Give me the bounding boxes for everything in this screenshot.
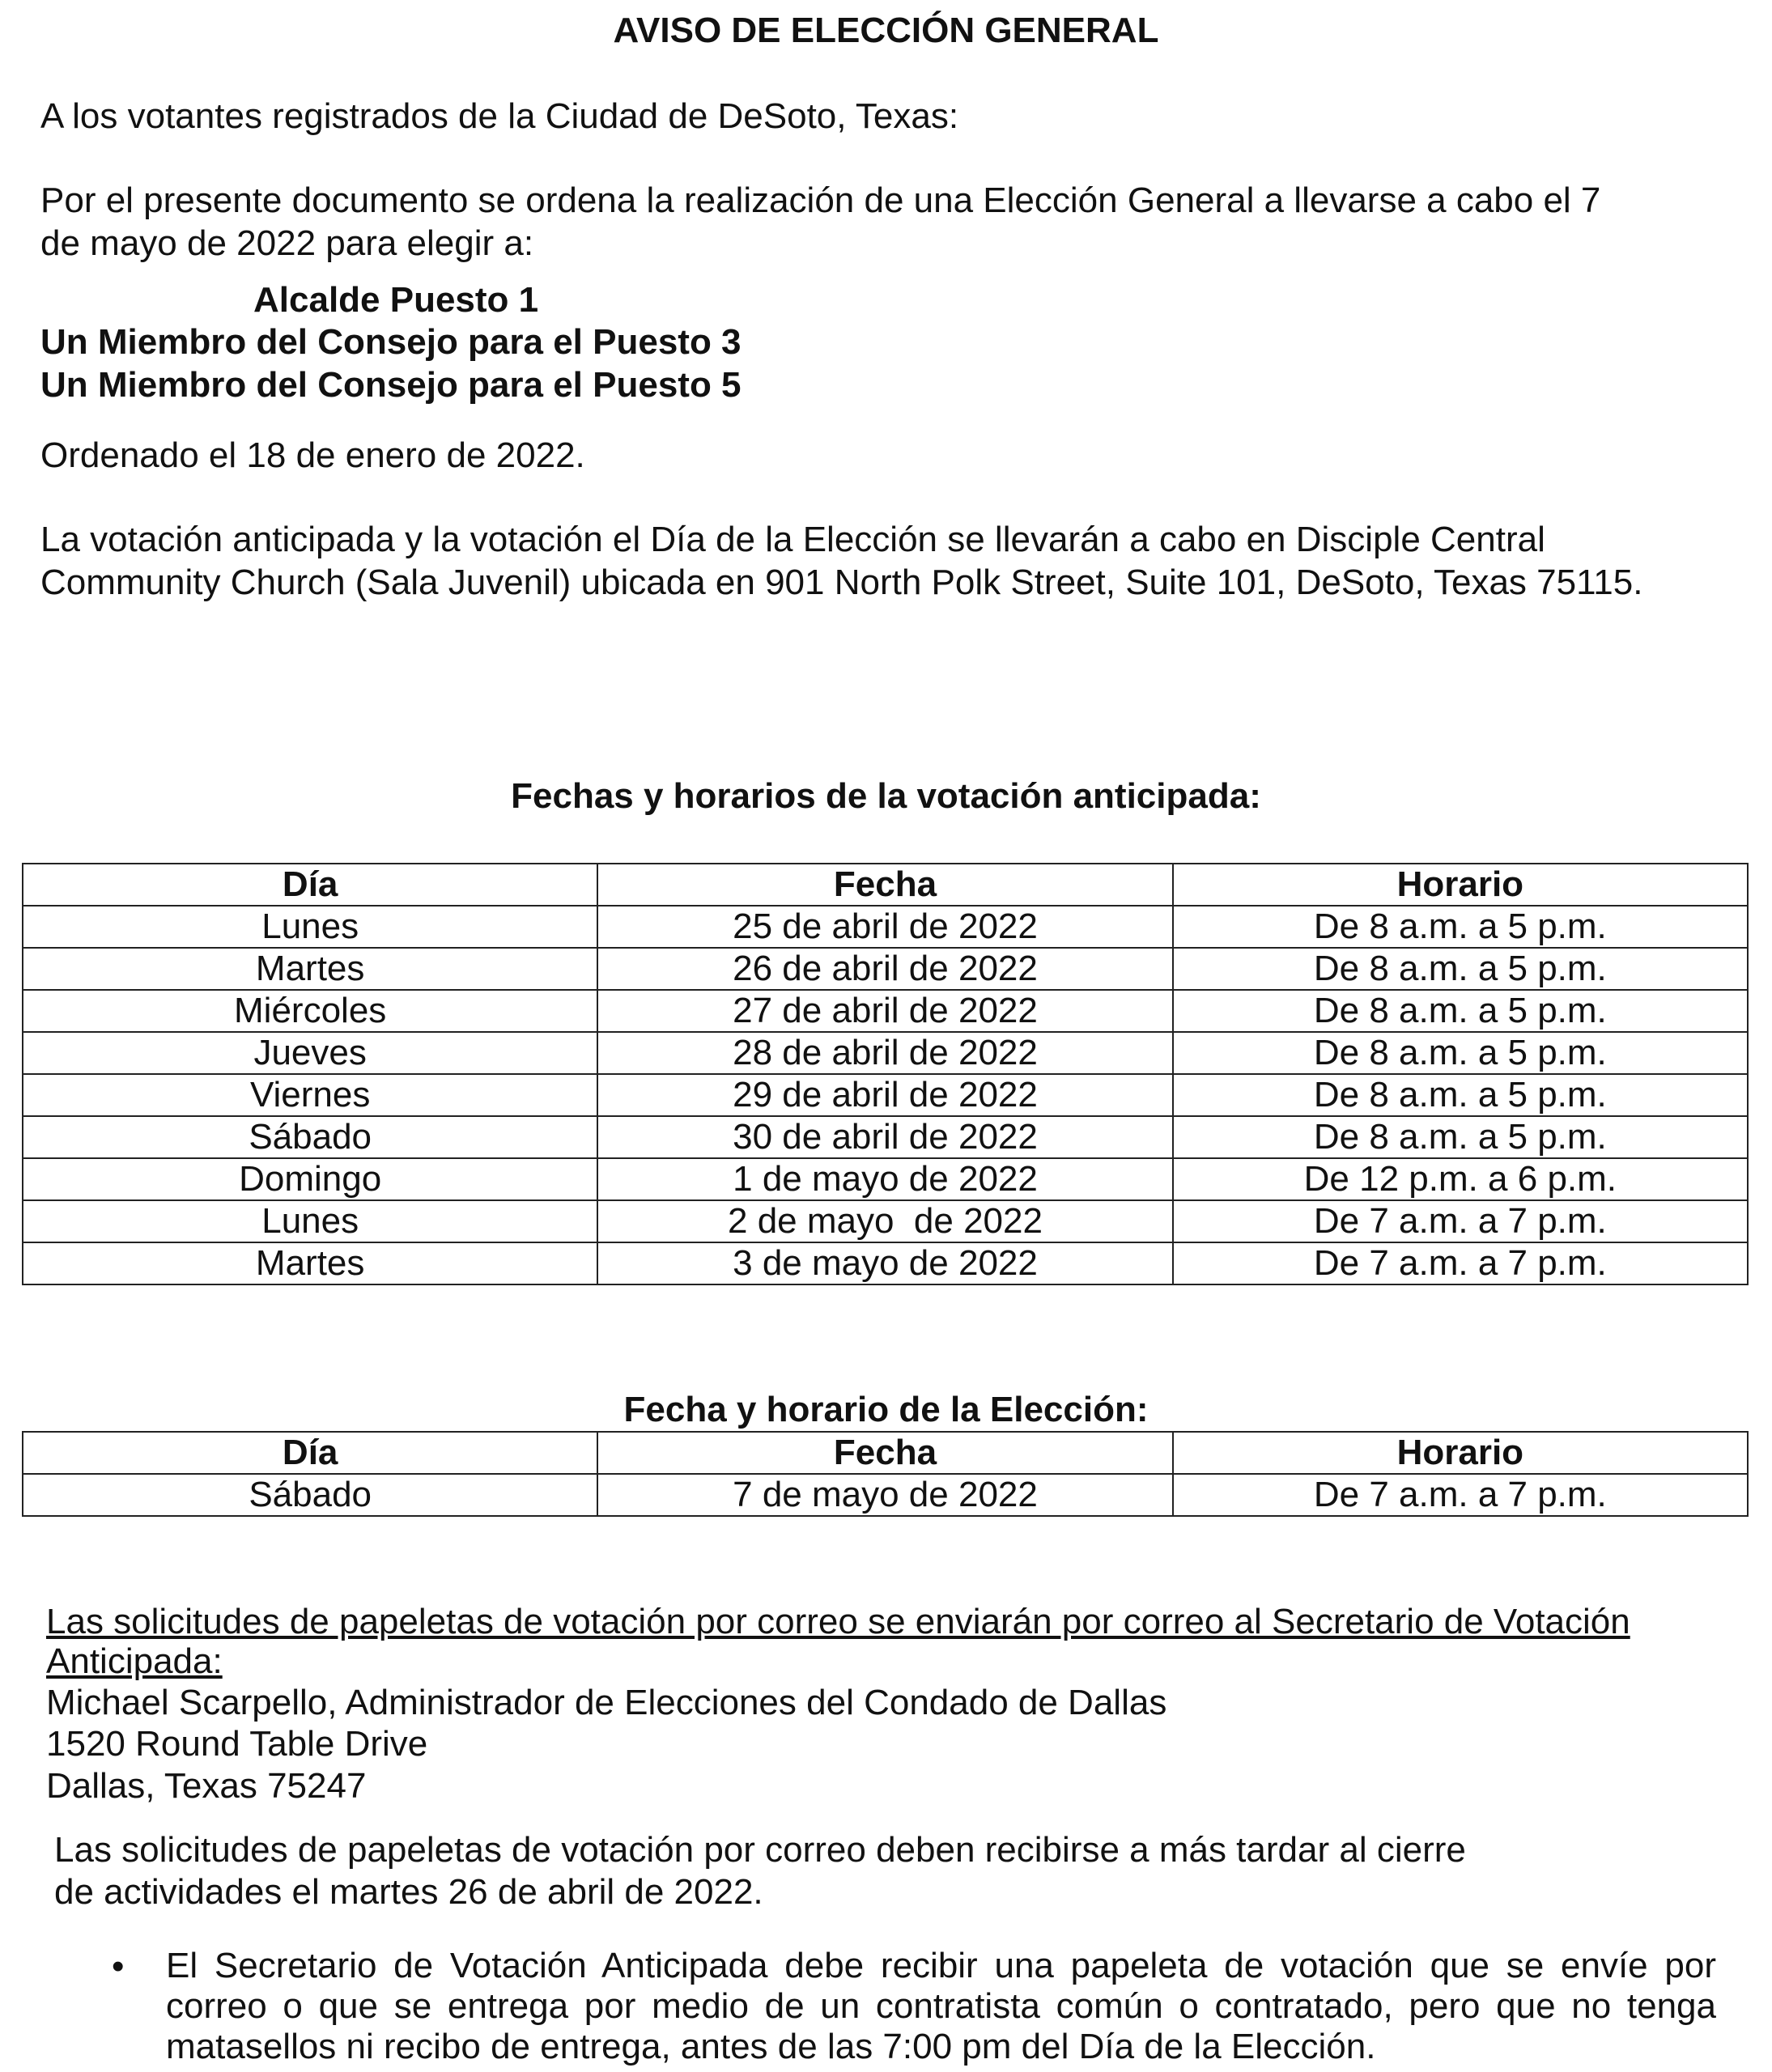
table-header-row [23,864,1748,906]
date-cell: 26 de abril de 2022 [597,948,1172,990]
date-cell: 1 de mayo de 2022 [597,1158,1172,1200]
hours-cell: De 7 a.m. a 7 p.m. [1173,1200,1748,1242]
table-row [23,906,1748,948]
day-cell: Sábado [23,1474,597,1516]
early-voting-heading: Fechas y horarios de la votación anticipada: [511,776,1261,816]
table-row [23,1116,1748,1158]
table-row [23,990,1748,1032]
mail-heading-line-2: Anticipada: [46,1641,223,1681]
column-header-hours: Horario [1173,864,1748,906]
notice-title: AVISO DE ELECCIÓN GENERAL [613,11,1159,50]
table-row [23,1074,1748,1116]
location-line-2: Community Church (Sala Juvenil) ubicada en 901 North Polk Street, Suite 101, DeSoto, Texas 75115. [40,563,1643,602]
salutation: A los votantes registrados de la Ciudad de DeSoto, Texas: [40,96,959,136]
bullet-icon: • [112,1947,125,1986]
order-text-line-1: Por el presente documento se ordena la realización de una Elección General a llevarse a cabo el 7 [40,180,1601,220]
date-cell: 28 de abril de 2022 [597,1032,1172,1074]
column-header-date: Fecha [597,1432,1172,1474]
mail-address-line-1: Michael Scarpello, Administrador de Elecciones del Condado de Dallas [46,1683,1167,1722]
column-header-day: Día [23,864,597,906]
hours-cell: De 8 a.m. a 5 p.m. [1173,1074,1748,1116]
order-text-line-2: de mayo de 2022 para elegir a: [40,223,534,263]
hours-cell: De 7 a.m. a 7 p.m. [1173,1242,1748,1284]
date-cell: 7 de mayo de 2022 [597,1474,1172,1516]
date-cell: 25 de abril de 2022 [597,906,1172,948]
hours-cell: De 12 p.m. a 6 p.m. [1173,1158,1748,1200]
mail-heading-line-1: Las solicitudes de papeletas de votación por correo se enviarán por correo al Secretario de Votación [46,1602,1630,1641]
hours-cell: De 8 a.m. a 5 p.m. [1173,1032,1748,1074]
bullet-text: El Secretario de Votación Anticipada debe recibir una papeleta de votación que se envíe por correo o que se entrega por medio de un contratista común o contratado, pero que no tenga matasellos ni recibo de entrega, antes de las 7:00 pm del Día de la Elección. [166,1946,1716,2066]
day-cell: Lunes [23,1200,597,1242]
date-cell: 3 de mayo de 2022 [597,1242,1172,1284]
table-row [23,1200,1748,1242]
table-row [23,948,1748,990]
hours-cell: De 8 a.m. a 5 p.m. [1173,906,1748,948]
hours-cell: De 7 a.m. a 7 p.m. [1173,1474,1748,1516]
column-header-day: Día [23,1432,597,1474]
day-cell: Martes [23,948,597,990]
table-row [23,1032,1748,1074]
position-council-5: Un Miembro del Consejo para el Puesto 5 [40,365,742,405]
table-header-row [23,1432,1748,1474]
table-row [23,1242,1748,1284]
ordered-date: Ordenado el 18 de enero de 2022. [40,435,585,475]
table-row [23,1474,1748,1516]
deadline-line-1: Las solicitudes de papeletas de votación por correo deben recibirse a más tardar al cierre [54,1830,1466,1870]
election-day-table [22,1431,1749,1517]
election-day-heading: Fecha y horario de la Elección: [623,1390,1149,1429]
hours-cell: De 8 a.m. a 5 p.m. [1173,990,1748,1032]
deadline-line-2: de actividades el martes 26 de abril de 2022. [54,1872,763,1912]
mail-address-line-2: 1520 Round Table Drive [46,1724,428,1764]
day-cell: Jueves [23,1032,597,1074]
table-row [23,1158,1748,1200]
hours-cell: De 8 a.m. a 5 p.m. [1173,1116,1748,1158]
date-cell: 2 de mayo de 2022 [597,1200,1172,1242]
day-cell: Miércoles [23,990,597,1032]
day-cell: Domingo [23,1158,597,1200]
early-voting-table [22,863,1749,1285]
day-cell: Martes [23,1242,597,1284]
date-cell: 30 de abril de 2022 [597,1116,1172,1158]
mail-address-line-3: Dallas, Texas 75247 [46,1766,367,1806]
location-line-1: La votación anticipada y la votación el Día de la Elección se llevarán a cabo en Disciple Central [40,520,1545,559]
day-cell: Sábado [23,1116,597,1158]
position-mayor: Alcalde Puesto 1 [253,280,539,320]
position-council-3: Un Miembro del Consejo para el Puesto 3 [40,322,742,362]
day-cell: Viernes [23,1074,597,1116]
hours-cell: De 8 a.m. a 5 p.m. [1173,948,1748,990]
date-cell: 27 de abril de 2022 [597,990,1172,1032]
date-cell: 29 de abril de 2022 [597,1074,1172,1116]
day-cell: Lunes [23,906,597,948]
column-header-date: Fecha [597,864,1172,906]
column-header-hours: Horario [1173,1432,1748,1474]
